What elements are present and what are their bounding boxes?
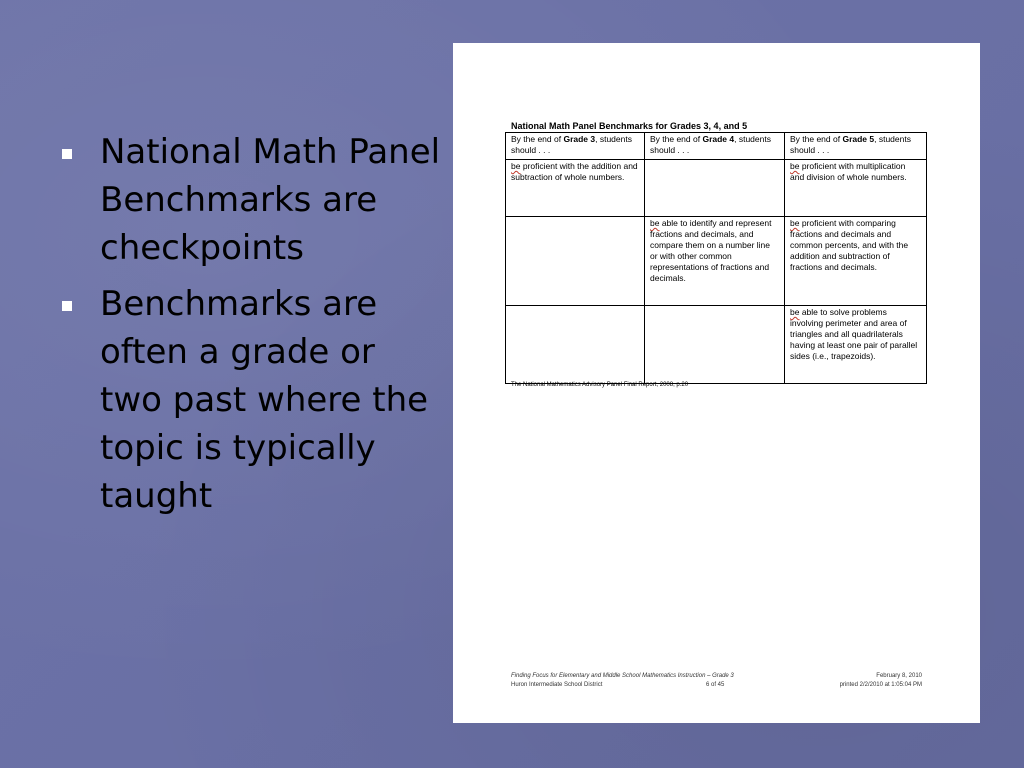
footer-doc-title: Finding Focus for Elementary and Middle School Mathematics Instruction – Grade 3 (511, 673, 734, 679)
header-cell: By the end of Grade 5, students should . . . (785, 133, 927, 160)
table-cell: be proficient with multiplication and division of whole numbers. (785, 160, 927, 217)
footer-date: February 8, 2010 (876, 673, 922, 679)
square-bullet-icon (62, 301, 72, 311)
bullet-item (62, 280, 442, 520)
table-cell: be proficient with the addition and subtraction of whole numbers. (506, 160, 645, 217)
benchmarks-table (505, 132, 927, 384)
header-cell: By the end of Grade 4, students should . . . (645, 133, 785, 160)
document-title: National Math Panel Benchmarks for Grades 3, 4, and 5 (511, 121, 748, 131)
bullet-item (62, 128, 442, 272)
table-row (506, 160, 927, 217)
table-cell (645, 160, 785, 217)
square-bullet-icon (62, 149, 72, 159)
table-cell: be proficient with comparing fractions and decimals and common percents, and with the addition and subtraction of fractions and decimals. (785, 217, 927, 306)
footer-printed: printed 2/2/2010 at 1:05:04 PM (839, 682, 922, 688)
bullet-text: Benchmarks are often a grade or two past where the topic is typically taught (100, 284, 429, 516)
table-header-row (506, 133, 927, 160)
footer-page-number: 6 of 45 (706, 682, 725, 688)
table-cell (506, 306, 645, 384)
bullet-text: National Math Panel Benchmarks are checkpoints (100, 132, 441, 268)
table-cell: be able to solve problems involving perimeter and area of triangles and all quadrilaterals having at least one pair of parallel sides (i.e., trapezoids). (785, 306, 927, 384)
table-cell (506, 217, 645, 306)
table-cell: be able to identify and represent fractions and decimals, and compare them on a number line or with other common representations of fractions and decimals. (645, 217, 785, 306)
table-row (506, 217, 927, 306)
bullet-list (62, 128, 442, 528)
footer-district: Huron Intermediate School District (511, 682, 603, 688)
document-image (453, 43, 980, 723)
source-citation: The National Mathematics Advisory Panel Final Report, 2008, p.20 (511, 382, 689, 388)
table-cell (645, 306, 785, 384)
header-cell: By the end of Grade 3, students should . . . (506, 133, 645, 160)
table-row (506, 306, 927, 384)
